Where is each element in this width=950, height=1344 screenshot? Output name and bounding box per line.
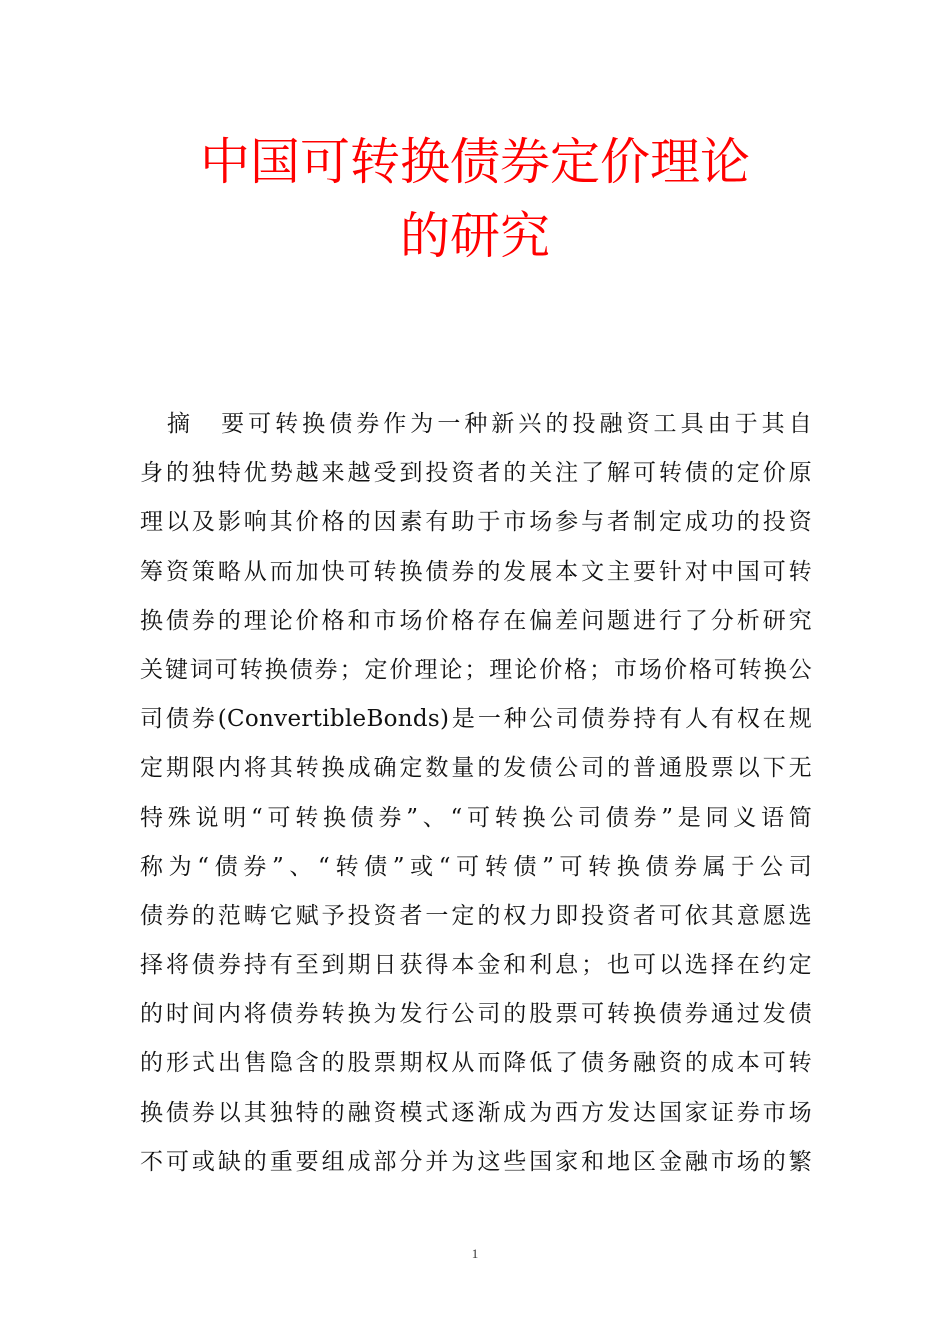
body-line: 换债券以其独特的融资模式逐渐成为西方发达国家证券市场 xyxy=(140,1099,812,1126)
body-line: 的时间内将债券转换为发行公司的股票可转换债券通过发债 xyxy=(140,1001,812,1028)
body-line: 身的独特优势越来越受到投资者的关注了解可转债的定价原 xyxy=(140,460,812,487)
body-line: 筹资策略从而加快可转换债券的发展本文主要针对中国可转 xyxy=(140,558,812,585)
document-title-line-2: 的研究 xyxy=(400,207,550,265)
body-line: 摘 要可转换债券作为一种新兴的投融资工具由于其自 xyxy=(140,411,812,437)
body-line: 不可或缺的重要组成部分并为这些国家和地区金融市场的繁 xyxy=(140,1148,812,1175)
body-line: 关键词可转换债券；定价理论；理论价格；市场价格可转换公 xyxy=(140,656,812,683)
body-line: 称为“债券”、“转债”或“可转债”可转换债券属于公司 xyxy=(140,853,812,880)
body-line: 换债券的理论价格和市场价格存在偏差问题进行了分析研究 xyxy=(140,607,812,634)
body-line: 司债券(ConvertibleBonds)是一种公司债券持有人有权在规 xyxy=(140,706,812,733)
abstract-body xyxy=(140,400,812,1187)
page-number: 1 xyxy=(471,1246,479,1261)
body-line: 债券的范畴它赋予投资者一定的权力即投资者可依其意愿选 xyxy=(140,902,812,929)
document-title-line-1: 中国可转换债券定价理论 xyxy=(200,133,750,191)
body-line: 的形式出售隐含的股票期权从而降低了债务融资的成本可转 xyxy=(140,1050,812,1077)
body-line: 特殊说明“可转换债券”、“可转换公司债券”是同义语简 xyxy=(140,804,812,831)
body-line: 择将债券持有至到期日获得本金和利息；也可以选择在约定 xyxy=(140,952,812,979)
body-line: 理以及影响其价格的因素有助于市场参与者制定成功的投资 xyxy=(140,509,812,536)
body-line: 定期限内将其转换成确定数量的发债公司的普通股票以下无 xyxy=(140,755,812,782)
